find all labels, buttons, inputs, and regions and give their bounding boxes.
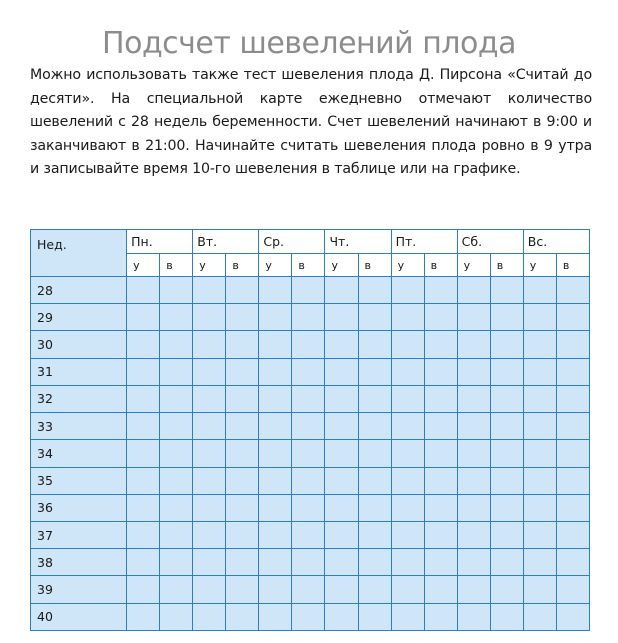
entry-cell[interactable]	[457, 358, 490, 385]
week-number: 28	[31, 277, 127, 304]
entry-cell[interactable]	[292, 549, 325, 576]
entry-cell[interactable]	[490, 413, 523, 440]
entry-cell[interactable]	[490, 549, 523, 576]
entry-cell[interactable]	[292, 304, 325, 331]
entry-cell[interactable]	[358, 277, 391, 304]
table-row	[31, 494, 590, 521]
evening-subheader: в	[556, 254, 589, 277]
entry-cell[interactable]	[193, 277, 226, 304]
day-header: Пт.	[391, 230, 457, 254]
entry-cell[interactable]	[292, 440, 325, 467]
entry-cell[interactable]	[523, 603, 556, 630]
day-header: Сб.	[457, 230, 523, 254]
week-number: 34	[31, 440, 127, 467]
entry-cell[interactable]	[358, 304, 391, 331]
entry-cell[interactable]	[490, 467, 523, 494]
table-body	[31, 277, 590, 631]
morning-subheader: у	[259, 254, 292, 277]
entry-cell[interactable]	[457, 576, 490, 603]
entry-cell[interactable]	[325, 385, 358, 412]
entry-cell[interactable]	[556, 277, 589, 304]
table-row	[31, 467, 590, 494]
entry-cell[interactable]	[523, 304, 556, 331]
entry-cell[interactable]	[490, 277, 523, 304]
table-row	[31, 358, 590, 385]
entry-cell[interactable]	[358, 413, 391, 440]
week-number: 35	[31, 467, 127, 494]
entry-cell[interactable]	[457, 467, 490, 494]
entry-cell[interactable]	[193, 603, 226, 630]
entry-cell[interactable]	[391, 304, 424, 331]
entry-cell[interactable]	[490, 331, 523, 358]
entry-cell[interactable]	[490, 521, 523, 548]
table-row	[31, 277, 590, 304]
entry-cell[interactable]	[127, 576, 160, 603]
entry-cell[interactable]	[424, 576, 457, 603]
entry-cell[interactable]	[391, 494, 424, 521]
entry-cell[interactable]	[160, 494, 193, 521]
entry-cell[interactable]	[193, 576, 226, 603]
entry-cell[interactable]	[127, 549, 160, 576]
day-header: Вт.	[193, 230, 259, 254]
entry-cell[interactable]	[259, 549, 292, 576]
entry-cell[interactable]	[490, 358, 523, 385]
entry-cell[interactable]	[424, 385, 457, 412]
entry-cell[interactable]	[226, 549, 259, 576]
entry-cell[interactable]	[424, 277, 457, 304]
entry-cell[interactable]	[358, 521, 391, 548]
week-number: 31	[31, 358, 127, 385]
entry-cell[interactable]	[325, 413, 358, 440]
entry-cell[interactable]	[424, 467, 457, 494]
entry-cell[interactable]	[325, 277, 358, 304]
morning-subheader: у	[127, 254, 160, 277]
entry-cell[interactable]	[556, 549, 589, 576]
entry-cell[interactable]	[391, 358, 424, 385]
entry-cell[interactable]	[160, 549, 193, 576]
entry-cell[interactable]	[490, 576, 523, 603]
entry-cell[interactable]	[424, 440, 457, 467]
entry-cell[interactable]	[259, 277, 292, 304]
entry-cell[interactable]	[325, 521, 358, 548]
day-header: Вс.	[523, 230, 589, 254]
entry-cell[interactable]	[457, 521, 490, 548]
table-row	[31, 385, 590, 412]
entry-cell[interactable]	[325, 549, 358, 576]
table-row	[31, 331, 590, 358]
entry-cell[interactable]	[523, 549, 556, 576]
entry-cell[interactable]	[391, 576, 424, 603]
entry-cell[interactable]	[523, 494, 556, 521]
entry-cell[interactable]	[127, 467, 160, 494]
entry-cell[interactable]	[424, 549, 457, 576]
entry-cell[interactable]	[358, 576, 391, 603]
entry-cell[interactable]	[226, 413, 259, 440]
morning-subheader: у	[523, 254, 556, 277]
entry-cell[interactable]	[556, 603, 589, 630]
day-header: Ср.	[259, 230, 325, 254]
entry-cell[interactable]	[490, 304, 523, 331]
week-number: 37	[31, 521, 127, 548]
entry-cell[interactable]	[556, 358, 589, 385]
week-number: 32	[31, 385, 127, 412]
entry-cell[interactable]	[160, 467, 193, 494]
entry-cell[interactable]	[457, 304, 490, 331]
entry-cell[interactable]	[391, 549, 424, 576]
entry-cell[interactable]	[259, 494, 292, 521]
intro-paragraph: Можно использовать также тест шевеления плода Д. Пирсона «Считай до десяти». На специальной карте ежедневно отмечают количество шевелений с 28 недель беременности. Счет шевелений начинают в 9:00 и заканчивают в 21:00. Начинайте считать шевеления плода ровно в 9 утра и записывайте время 10-го шевеления в таблице или на графике.	[30, 67, 592, 178]
evening-subheader: в	[490, 254, 523, 277]
entry-cell[interactable]	[160, 413, 193, 440]
entry-cell[interactable]	[259, 440, 292, 467]
morning-subheader: у	[457, 254, 490, 277]
entry-cell[interactable]	[226, 576, 259, 603]
entry-cell[interactable]	[127, 304, 160, 331]
table-row	[31, 521, 590, 548]
entry-cell[interactable]	[556, 467, 589, 494]
entry-cell[interactable]	[292, 603, 325, 630]
entry-cell[interactable]	[358, 494, 391, 521]
entry-cell[interactable]	[457, 603, 490, 630]
week-number: 40	[31, 603, 127, 630]
entry-cell[interactable]	[424, 521, 457, 548]
entry-cell[interactable]	[193, 494, 226, 521]
entry-cell[interactable]	[391, 440, 424, 467]
entry-cell[interactable]	[325, 576, 358, 603]
evening-subheader: в	[424, 254, 457, 277]
entry-cell[interactable]	[391, 413, 424, 440]
entry-cell[interactable]	[226, 603, 259, 630]
entry-cell[interactable]	[358, 385, 391, 412]
entry-cell[interactable]	[523, 358, 556, 385]
entry-cell[interactable]	[193, 358, 226, 385]
entry-cell[interactable]	[193, 385, 226, 412]
evening-subheader: в	[292, 254, 325, 277]
entry-cell[interactable]	[259, 304, 292, 331]
entry-cell[interactable]	[523, 385, 556, 412]
entry-cell[interactable]	[226, 467, 259, 494]
entry-cell[interactable]	[193, 440, 226, 467]
entry-cell[interactable]	[325, 440, 358, 467]
entry-cell[interactable]	[193, 521, 226, 548]
day-header: Пн.	[127, 230, 193, 254]
entry-cell[interactable]	[193, 549, 226, 576]
entry-cell[interactable]	[523, 467, 556, 494]
table-row	[31, 304, 590, 331]
entry-cell[interactable]	[193, 331, 226, 358]
entry-cell[interactable]	[457, 549, 490, 576]
entry-cell[interactable]	[226, 440, 259, 467]
entry-cell[interactable]	[523, 413, 556, 440]
table-header	[31, 230, 590, 277]
entry-cell[interactable]	[160, 385, 193, 412]
day-header: Чт.	[325, 230, 391, 254]
entry-cell[interactable]	[325, 494, 358, 521]
table-row	[31, 576, 590, 603]
entry-cell[interactable]	[457, 440, 490, 467]
entry-cell[interactable]	[259, 385, 292, 412]
entry-cell[interactable]	[127, 277, 160, 304]
entry-cell[interactable]	[424, 304, 457, 331]
entry-cell[interactable]	[127, 358, 160, 385]
entry-cell[interactable]	[556, 521, 589, 548]
entry-cell[interactable]	[292, 467, 325, 494]
entry-cell[interactable]	[523, 331, 556, 358]
entry-cell[interactable]	[556, 304, 589, 331]
entry-cell[interactable]	[556, 413, 589, 440]
entry-cell[interactable]	[193, 467, 226, 494]
entry-cell[interactable]	[292, 358, 325, 385]
entry-cell[interactable]	[259, 576, 292, 603]
entry-cell[interactable]	[292, 277, 325, 304]
entry-cell[interactable]	[424, 413, 457, 440]
entry-cell[interactable]	[127, 331, 160, 358]
entry-cell[interactable]	[358, 467, 391, 494]
entry-cell[interactable]	[160, 331, 193, 358]
entry-cell[interactable]	[226, 358, 259, 385]
entry-cell[interactable]	[292, 576, 325, 603]
entry-cell[interactable]	[127, 603, 160, 630]
evening-subheader: в	[226, 254, 259, 277]
entry-cell[interactable]	[391, 277, 424, 304]
evening-subheader: в	[358, 254, 391, 277]
entry-cell[interactable]	[457, 277, 490, 304]
entry-cell[interactable]	[160, 603, 193, 630]
table-row	[31, 413, 590, 440]
entry-cell[interactable]	[556, 331, 589, 358]
entry-cell[interactable]	[160, 277, 193, 304]
entry-cell[interactable]	[325, 467, 358, 494]
entry-cell[interactable]	[226, 494, 259, 521]
entry-cell[interactable]	[523, 521, 556, 548]
entry-cell[interactable]	[226, 304, 259, 331]
page-title: Подсчет шевелений плода	[102, 26, 516, 62]
entry-cell[interactable]	[424, 358, 457, 385]
entry-cell[interactable]	[325, 304, 358, 331]
entry-cell[interactable]	[523, 440, 556, 467]
entry-cell[interactable]	[259, 467, 292, 494]
entry-cell[interactable]	[160, 576, 193, 603]
entry-cell[interactable]	[358, 440, 391, 467]
entry-cell[interactable]	[226, 277, 259, 304]
entry-cell[interactable]	[160, 304, 193, 331]
entry-cell[interactable]	[292, 521, 325, 548]
entry-cell[interactable]	[325, 331, 358, 358]
entry-cell[interactable]	[127, 413, 160, 440]
entry-cell[interactable]	[490, 385, 523, 412]
week-number: 39	[31, 576, 127, 603]
entry-cell[interactable]	[490, 440, 523, 467]
entry-cell[interactable]	[358, 358, 391, 385]
entry-cell[interactable]	[127, 494, 160, 521]
entry-cell[interactable]	[457, 331, 490, 358]
entry-cell[interactable]	[358, 331, 391, 358]
entry-cell[interactable]	[424, 603, 457, 630]
entry-cell[interactable]	[457, 385, 490, 412]
entry-cell[interactable]	[226, 331, 259, 358]
morning-subheader: у	[325, 254, 358, 277]
entry-cell[interactable]	[226, 521, 259, 548]
entry-cell[interactable]	[490, 494, 523, 521]
entry-cell[interactable]	[259, 358, 292, 385]
entry-cell[interactable]	[556, 494, 589, 521]
evening-subheader: в	[160, 254, 193, 277]
entry-cell[interactable]	[325, 603, 358, 630]
entry-cell[interactable]	[391, 521, 424, 548]
entry-cell[interactable]	[391, 331, 424, 358]
entry-cell[interactable]	[358, 603, 391, 630]
entry-cell[interactable]	[358, 549, 391, 576]
entry-cell[interactable]	[292, 331, 325, 358]
entry-cell[interactable]	[424, 331, 457, 358]
week-number: 33	[31, 413, 127, 440]
entry-cell[interactable]	[490, 603, 523, 630]
week-number: 29	[31, 304, 127, 331]
entry-cell[interactable]	[457, 494, 490, 521]
entry-cell[interactable]	[226, 385, 259, 412]
entry-cell[interactable]	[391, 467, 424, 494]
entry-cell[interactable]	[391, 385, 424, 412]
entry-cell[interactable]	[523, 277, 556, 304]
entry-cell[interactable]	[259, 413, 292, 440]
entry-cell[interactable]	[193, 304, 226, 331]
entry-cell[interactable]	[523, 576, 556, 603]
entry-cell[interactable]	[127, 521, 160, 548]
entry-cell[interactable]	[160, 440, 193, 467]
entry-cell[interactable]	[193, 413, 226, 440]
week-number: 38	[31, 549, 127, 576]
entry-cell[interactable]	[457, 413, 490, 440]
entry-cell[interactable]	[259, 603, 292, 630]
entry-cell[interactable]	[424, 494, 457, 521]
week-number: 36	[31, 494, 127, 521]
entry-cell[interactable]	[160, 358, 193, 385]
entry-cell[interactable]	[292, 385, 325, 412]
entry-cell[interactable]	[325, 358, 358, 385]
entry-cell[interactable]	[391, 603, 424, 630]
entry-cell[interactable]	[292, 413, 325, 440]
morning-subheader: у	[391, 254, 424, 277]
table-row	[31, 603, 590, 630]
table-row	[31, 549, 590, 576]
week-column-header: Нед.	[31, 230, 127, 277]
entry-cell[interactable]	[556, 385, 589, 412]
week-number: 30	[31, 331, 127, 358]
entry-cell[interactable]	[292, 494, 325, 521]
entry-cell[interactable]	[127, 385, 160, 412]
entry-cell[interactable]	[259, 331, 292, 358]
entry-cell[interactable]	[160, 521, 193, 548]
entry-cell[interactable]	[556, 440, 589, 467]
fetal-movement-table	[30, 229, 590, 631]
table-row	[31, 440, 590, 467]
entry-cell[interactable]	[556, 576, 589, 603]
entry-cell[interactable]	[259, 521, 292, 548]
entry-cell[interactable]	[127, 440, 160, 467]
morning-subheader: у	[193, 254, 226, 277]
